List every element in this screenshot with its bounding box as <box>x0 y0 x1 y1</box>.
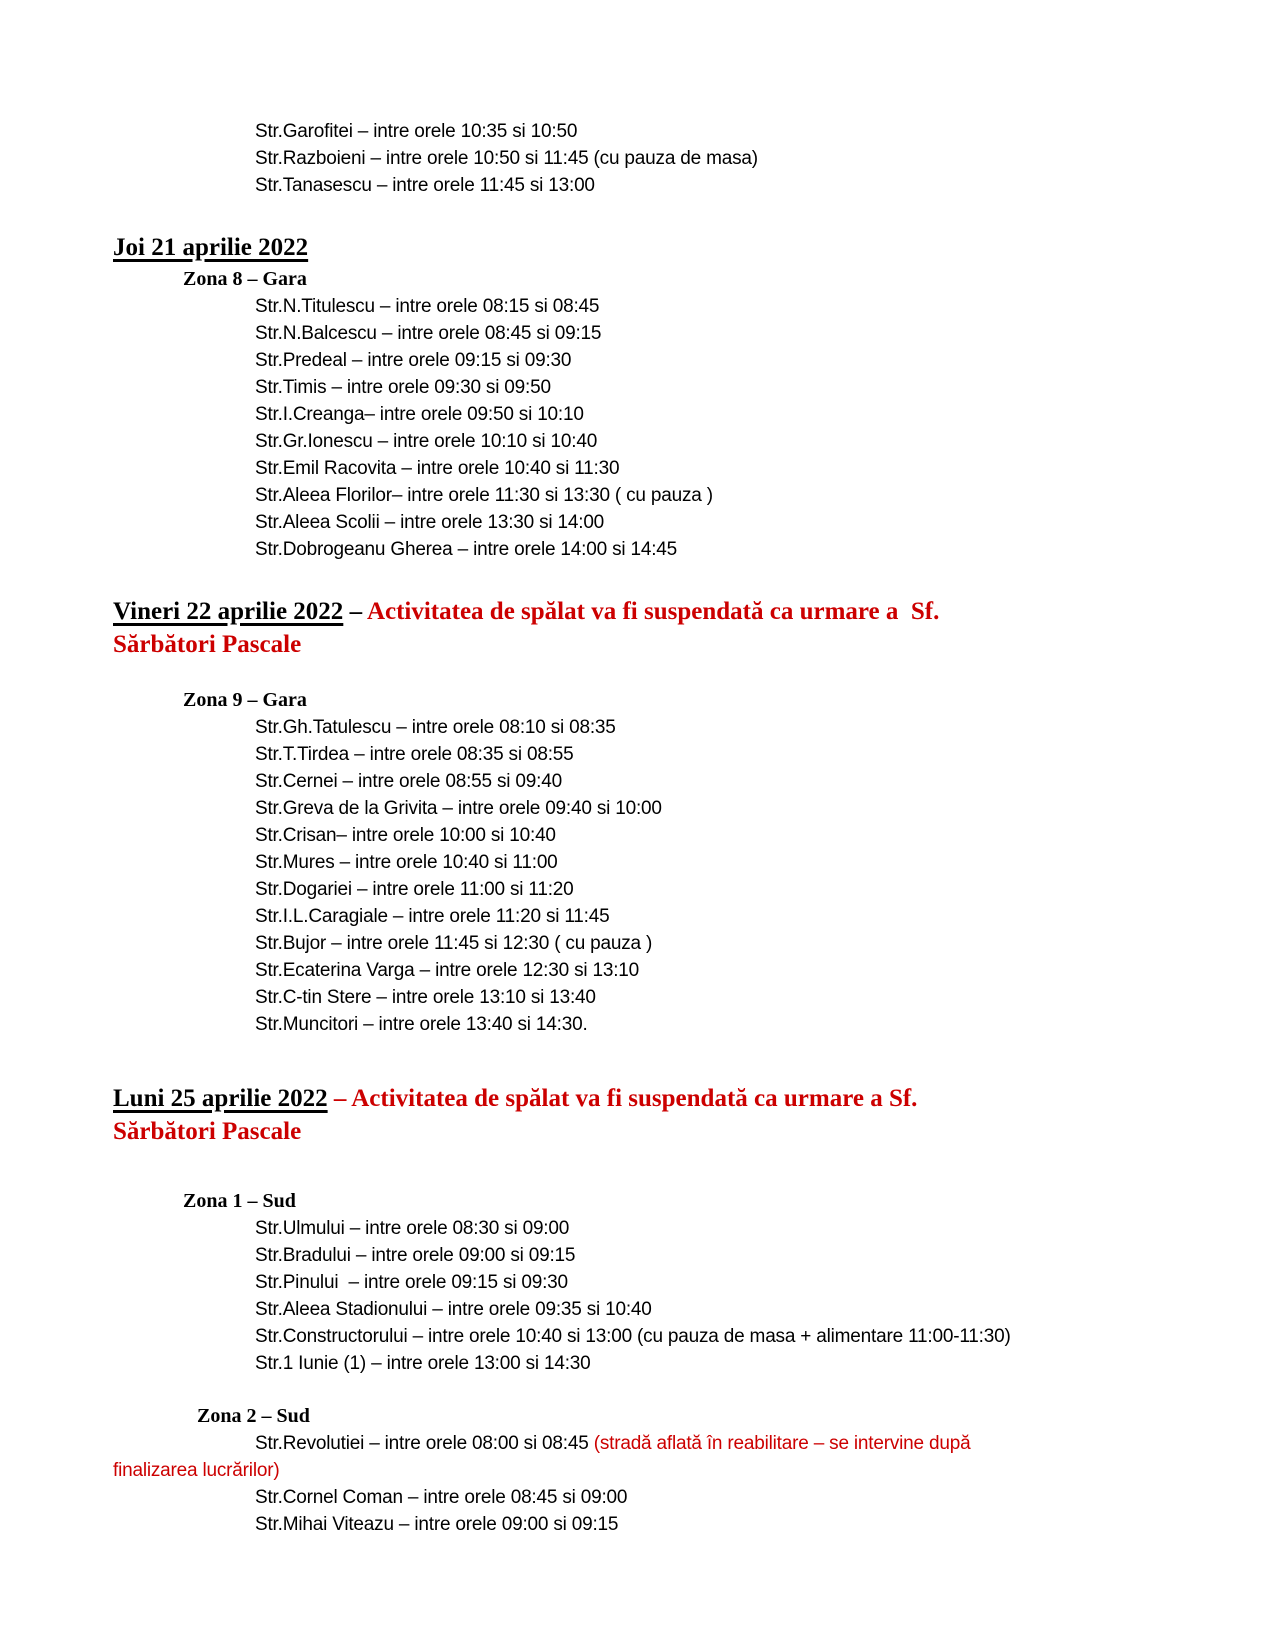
date-underlined-text: Luni 25 aprilie 2022 <box>113 1085 328 1112</box>
street-schedule-line: Str.Tanasescu – intre orele 11:45 si 13:00 <box>255 175 595 196</box>
date-heading-luni <box>113 1082 1225 1148</box>
street-schedule-line: Str.Dogariei – intre orele 11:00 si 11:20 <box>255 879 574 900</box>
street-schedule-line: Str.Bradului – intre orele 09:00 si 09:15 <box>255 1245 576 1266</box>
street-schedule-line: Str.Ecaterina Varga – intre orele 12:30 si 13:10 <box>255 960 640 981</box>
street-schedule-line: Str.Predeal – intre orele 09:15 si 09:30 <box>255 350 572 371</box>
street-schedule-line: Str.Crisan– intre orele 10:00 si 10:40 <box>255 825 556 846</box>
street-schedule-line-revolutiei <box>113 1430 1225 1484</box>
street-schedule-line: Str.Gh.Tatulescu – intre orele 08:10 si 08:35 <box>255 717 616 738</box>
street-schedule-line: Str.Mihai Viteazu – intre orele 09:00 si 09:15 <box>255 1514 619 1535</box>
street-schedule-line: Str.Muncitori – intre orele 13:40 si 14:30. <box>255 1014 588 1035</box>
street-schedule-line: Str.Aleea Scolii – intre orele 13:30 si 14:00 <box>255 512 605 533</box>
street-schedule-line: Str.1 Iunie (1) – intre orele 13:00 si 14:30 <box>255 1353 591 1374</box>
street-black-part: Str.Revolutiei – intre orele 08:00 si 08:45 <box>255 1433 594 1454</box>
street-schedule-line: Str.Dobrogeanu Gherea – intre orele 14:00 si 14:45 <box>255 539 678 560</box>
zone-heading-zona2: Zona 2 – Sud <box>197 1405 310 1427</box>
zone-heading-zona8: Zona 8 – Gara <box>183 268 307 290</box>
street-schedule-line: Str.N.Balcescu – intre orele 08:45 si 09:15 <box>255 323 602 344</box>
suspension-note-line1: Activitatea de spălat va fi suspendată ca urmare a Sf. <box>366 598 940 625</box>
date-underlined-text: Vineri 22 aprilie 2022 <box>113 598 344 625</box>
street-schedule-line: Str.Constructorului – intre orele 10:40 si 13:00 (cu pauza de masa + alimentare 11:00-11:30) <box>255 1326 1011 1347</box>
zone-heading-zona1: Zona 1 – Sud <box>183 1190 296 1212</box>
street-schedule-line: Str.Bujor – intre orele 11:45 si 12:30 ( cu pauza ) <box>255 933 653 954</box>
date-heading-joi <box>113 231 1225 264</box>
street-schedule-line: Str.Timis – intre orele 09:30 si 09:50 <box>255 377 551 398</box>
street-schedule-line: Str.Gr.Ionescu – intre orele 10:10 si 10:40 <box>255 431 598 452</box>
zona8-street-list <box>113 293 1225 563</box>
intro-street-list <box>113 118 1225 199</box>
street-schedule-line: Str.Razboieni – intre orele 10:50 si 11:45 (cu pauza de masa) <box>255 148 758 169</box>
suspension-note-line1: Activitatea de spălat va fi suspendată ca urmare a Sf. <box>351 1085 918 1112</box>
zona9-street-list <box>113 714 1225 1038</box>
zona1-street-list <box>113 1215 1225 1377</box>
street-schedule-line: Str.Emil Racovita – intre orele 10:40 si 11:30 <box>255 458 620 479</box>
zone-heading-zona9: Zona 9 – Gara <box>183 689 307 711</box>
street-schedule-line: Str.Greva de la Grivita – intre orele 09:40 si 10:00 <box>255 798 662 819</box>
street-schedule-line: Str.I.Creanga– intre orele 09:50 si 10:10 <box>255 404 584 425</box>
street-schedule-line: Str.Pinului – intre orele 09:15 si 09:30 <box>255 1272 568 1293</box>
street-schedule-line: Str.Cernei – intre orele 08:55 si 09:40 <box>255 771 562 792</box>
date-heading-vineri <box>113 595 1225 661</box>
street-schedule-line: Str.Cornel Coman – intre orele 08:45 si 09:00 <box>255 1487 628 1508</box>
street-schedule-line: Str.N.Titulescu – intre orele 08:15 si 08:45 <box>255 296 600 317</box>
suspension-note-line2: Sărbători Pascale <box>113 1118 302 1145</box>
suspension-note-line2: Sărbători Pascale <box>113 631 302 658</box>
street-schedule-line: Str.Aleea Florilor– intre orele 11:30 si 13:30 ( cu pauza ) <box>255 485 713 506</box>
street-schedule-line: Str.Aleea Stadionului – intre orele 09:35 si 10:40 <box>255 1299 652 1320</box>
date-underlined-text: Joi 21 aprilie 2022 <box>113 234 309 261</box>
street-schedule-line: Str.Mures – intre orele 10:40 si 11:00 <box>255 852 558 873</box>
street-schedule-line: Str.I.L.Caragiale – intre orele 11:20 si 11:45 <box>255 906 610 927</box>
heading-dash: – <box>343 598 367 625</box>
street-schedule-line: Str.Ulmului – intre orele 08:30 si 09:00 <box>255 1218 570 1239</box>
street-schedule-line: Str.Garofitei – intre orele 10:35 si 10:50 <box>255 121 578 142</box>
street-red-annotation-line2: finalizarea lucrărilor) <box>113 1460 280 1481</box>
street-schedule-line: Str.C-tin Stere – intre orele 13:10 si 13:40 <box>255 987 596 1008</box>
zona2-street-list <box>113 1430 1225 1538</box>
street-schedule-line: Str.T.Tirdea – intre orele 08:35 si 08:55 <box>255 744 574 765</box>
heading-dash: – <box>327 1085 352 1112</box>
street-red-annotation-line1: (stradă aflată în reabilitare – se intervine după <box>593 1433 971 1454</box>
